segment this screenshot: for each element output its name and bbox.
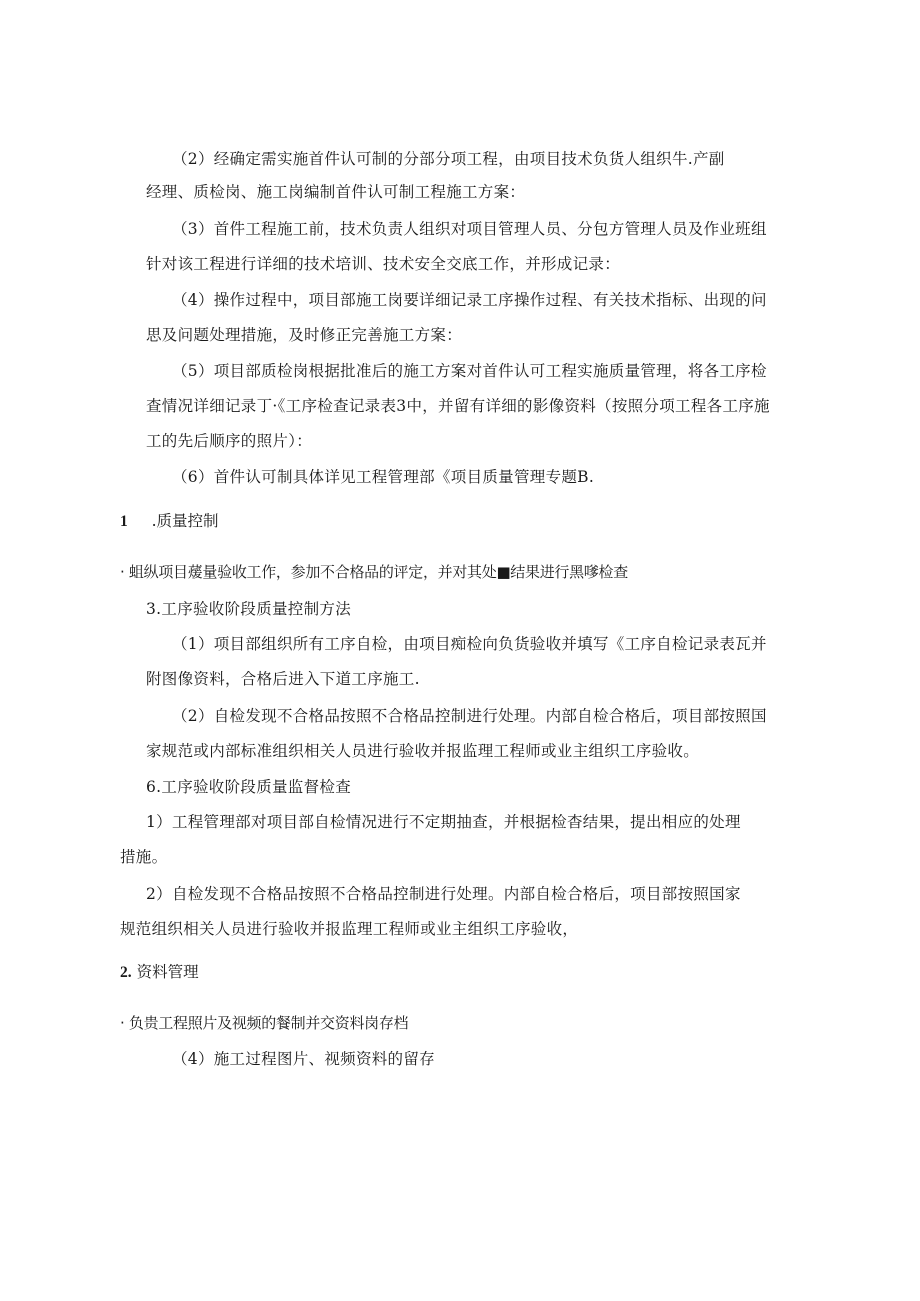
subsection-6-item-2-line-2: 规范组织相关人员进行验收并报监理工程师或业主组织工序验收， — [120, 920, 579, 938]
subsection-3-item-1-line-2: 附图像资料，合格后进入下道工序施工. — [146, 670, 420, 688]
heading-number: 2. — [120, 964, 132, 981]
heading-text: .质量控制 — [151, 512, 219, 530]
subsection-6-title: 6.工序验收阶段质量监督检查 — [146, 778, 351, 796]
subsection-3-title: 3.工序验收阶段质量控制方法 — [146, 600, 351, 618]
paragraph-6-line-1: （6）首件认可制具体详见工程管理部《项目质量管理专题B. — [172, 468, 595, 486]
subsection-6-item-2-line-1: 2）自检发现不合格品按照不合格品控制进行处理。内部自检合格后，项目部按照国家 — [146, 885, 741, 903]
paragraph-2-line-2: 经理、质检岗、施工岗编制首件认可制工程施工方案： — [146, 183, 526, 201]
bullet-line-2: · 负贵工程照片及视频的餐制并交资料岗存档 — [120, 1014, 409, 1032]
heading-number: 1 — [120, 513, 128, 530]
paragraph-3-line-2: 针对该工程进行详细的技术培训、技术安全交底工作，并形成记录： — [146, 255, 621, 273]
paragraph-5-line-1: （5）项目部质检岗根据批准后的施工方案对首件认可工程实施质量管理，将各工序检 — [172, 362, 767, 380]
section-heading-document-management — [120, 962, 199, 983]
paragraph-5-line-3: 工的先后顺序的照片）： — [146, 432, 313, 450]
subsection-3-item-2-line-2: 家规范或内部标准组织相关人员进行验收并报监理工程师或业主组织工序验收。 — [146, 742, 700, 760]
paragraph-3-line-1: （3）首件工程施工前，技术负责人组织对项目管理人员、分包方管理人员及作业班组 — [172, 220, 767, 238]
bullet-line-1: · 蛆纵项目蕿量验收工作，参加不合格品的评定，并对其处■结果进行黑嗲检查 — [120, 563, 628, 581]
subsection-3-item-2-line-1: （2）自检发现不合格品按照不合格品控制进行处理。内部自检合格后，项目部按照国 — [172, 707, 767, 725]
section-heading-quality-control — [120, 511, 219, 532]
final-item-line: （4）施工过程图片、视频资料的留存 — [172, 1050, 435, 1068]
heading-text: 资料管理 — [136, 963, 199, 981]
paragraph-5-line-2: 查情况详细记录丁·《工序检查记录表3中，并留有详细的影像资料（按照分项工程各工序施 — [146, 397, 770, 415]
paragraph-4-line-2: 思及问题处理措施，及时修正完善施工方案： — [146, 326, 463, 344]
paragraph-2-line-1: （2）经确定需实施首件认可制的分部分项工程，由项目技术负货人组织牛.产副 — [172, 150, 725, 168]
subsection-6-item-1-line-2: 措施。 — [120, 848, 168, 866]
paragraph-4-line-1: （4）操作过程中，项目部施工岗要详细记录工序操作过程、有关技术指标、出现的问 — [172, 291, 767, 309]
subsection-3-item-1-line-1: （1）项目部组织所有工序自检，由项目痴检向负货验收并填写《工序自检记录表瓦并 — [172, 635, 767, 653]
subsection-6-item-1-line-1: 1）工程管理部对项目部自检情况进行不定期抽查，并根据检杳结果，提出相应的处理 — [146, 813, 741, 831]
